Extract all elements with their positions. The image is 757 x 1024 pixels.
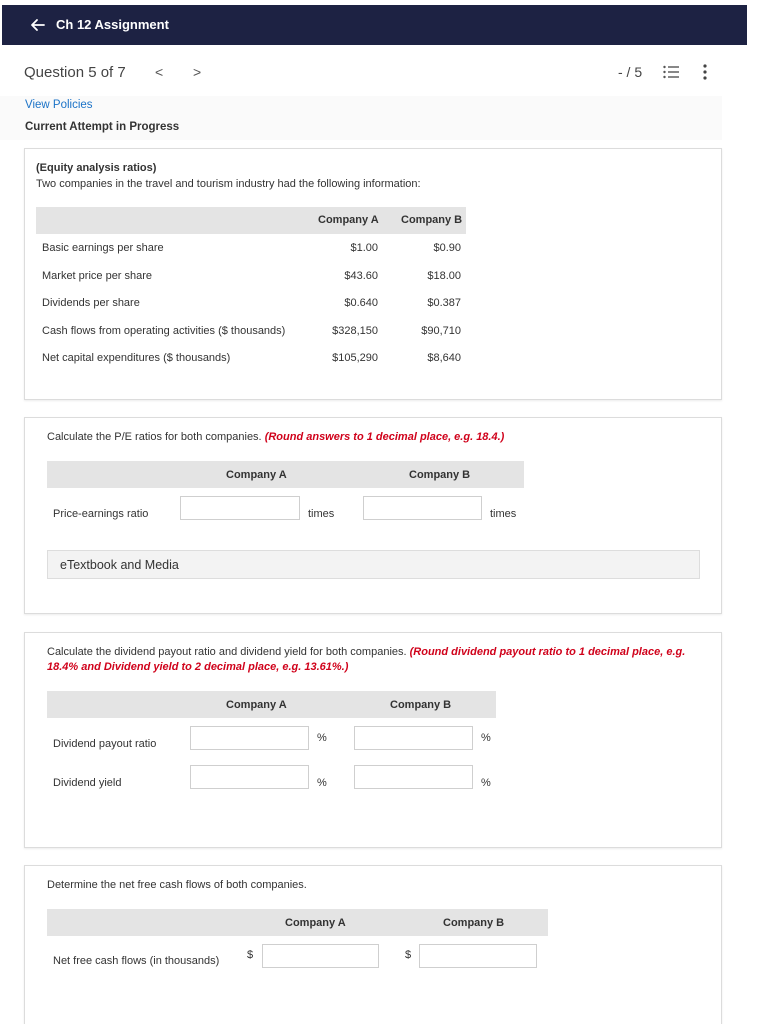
pe-ratio-rounding-note: (Round answers to 1 decimal place, e.g. 18.4.) <box>264 431 505 443</box>
policies-area <box>0 96 722 140</box>
question-nav-bar <box>0 50 745 96</box>
dividend-yield-label: Dividend yield <box>53 777 122 789</box>
payout-company-b-input[interactable] <box>354 726 473 750</box>
fcf-company-a-input[interactable] <box>262 944 379 968</box>
company-b-value: $18.00 <box>427 270 461 282</box>
pe-ratio-table-header <box>47 461 524 488</box>
yield-unit-company-b: % <box>481 777 491 789</box>
fcf-currency-company-a: $ <box>247 949 254 961</box>
company-a-value: $328,150 <box>332 325 378 337</box>
fcf-column-company-a: Company A <box>285 917 346 929</box>
payout-company-a-input[interactable] <box>190 726 309 750</box>
pe-ratio-prompt-text: Calculate the P/E ratios for both companies. <box>47 431 262 443</box>
view-policies-link[interactable]: View Policies <box>25 99 93 111</box>
assignment-title: Ch 12 Assignment <box>56 17 169 32</box>
yield-unit-company-a: % <box>317 777 327 789</box>
table-row <box>36 290 466 317</box>
fcf-currency-company-b: $ <box>405 949 412 961</box>
table-row <box>36 263 466 290</box>
free-cash-flow-table-header <box>47 909 548 936</box>
pe-ratio-company-b-input[interactable] <box>363 496 482 520</box>
pe-unit-company-b: times <box>490 508 517 520</box>
pe-ratio-prompt <box>47 431 697 443</box>
question-list-icon[interactable] <box>663 65 679 79</box>
column-header-company-a: Company A <box>318 214 379 226</box>
company-a-value: $105,290 <box>332 352 378 364</box>
pe-ratio-label: Price-earnings ratio <box>53 508 149 520</box>
score-display: - / 5 <box>618 64 643 80</box>
etextbook-media-button[interactable] <box>47 550 700 579</box>
dividend-rounding-note: (Round dividend payout ratio to 1 decimal place, e.g. 18.4% and Dividend yield to 2 decimal place, e.g. 13.61%.) <box>47 646 686 673</box>
row-label: Market price per share <box>42 270 153 282</box>
dividend-prompt-text: Calculate the dividend payout ratio and dividend yield for both companies. <box>47 646 407 658</box>
table-row <box>36 318 466 345</box>
problem-intro: Two companies in the travel and tourism industry had the following information: <box>36 178 421 190</box>
dividend-payout-label: Dividend payout ratio <box>53 738 157 750</box>
row-label: Net capital expenditures ($ thousands) <box>42 352 231 364</box>
row-label: Basic earnings per share <box>42 242 164 254</box>
dividend-column-company-a: Company A <box>226 699 287 711</box>
row-label: Dividends per share <box>42 297 140 309</box>
free-cash-flow-prompt: Determine the net free cash flows of both companies. <box>47 879 307 891</box>
yield-company-b-input[interactable] <box>354 765 473 789</box>
table-row <box>36 235 466 262</box>
dividend-prompt <box>47 645 697 675</box>
yield-company-a-input[interactable] <box>190 765 309 789</box>
company-b-value: $8,640 <box>427 352 461 364</box>
company-b-value: $90,710 <box>421 325 461 337</box>
dividend-column-company-b: Company B <box>390 699 452 711</box>
payout-unit-company-b: % <box>481 732 491 744</box>
column-header-company-b: Company B <box>401 214 463 226</box>
pe-unit-company-a: times <box>308 508 335 520</box>
dividend-table-header <box>47 691 496 718</box>
fcf-column-company-b: Company B <box>443 917 505 929</box>
pe-ratio-company-a-input[interactable] <box>180 496 300 520</box>
fcf-company-b-input[interactable] <box>419 944 537 968</box>
top-header <box>2 5 747 45</box>
table-row <box>36 345 466 372</box>
etextbook-media-label: eTextbook and Media <box>60 558 179 572</box>
company-a-value: $43.60 <box>344 270 378 282</box>
problem-title: (Equity analysis ratios) <box>36 162 157 174</box>
table-header <box>36 207 466 234</box>
attempt-status: Current Attempt in Progress <box>25 121 180 133</box>
company-a-value: $1.00 <box>350 242 378 254</box>
payout-unit-company-a: % <box>317 732 327 744</box>
question-counter: Question 5 of 7 <box>24 64 126 81</box>
company-b-value: $0.90 <box>433 242 461 254</box>
back-arrow-icon[interactable] <box>30 17 46 33</box>
pe-column-company-a: Company A <box>226 469 287 481</box>
company-a-value: $0.640 <box>344 297 378 309</box>
more-options-icon[interactable] <box>700 63 710 81</box>
pe-column-company-b: Company B <box>409 469 471 481</box>
row-label: Cash flows from operating activities ($ thousands) <box>42 325 286 337</box>
free-cash-flow-label: Net free cash flows (in thousands) <box>53 955 220 967</box>
next-question-button[interactable]: > <box>193 64 202 80</box>
company-b-value: $0.387 <box>427 297 461 309</box>
previous-question-button[interactable]: < <box>155 64 164 80</box>
